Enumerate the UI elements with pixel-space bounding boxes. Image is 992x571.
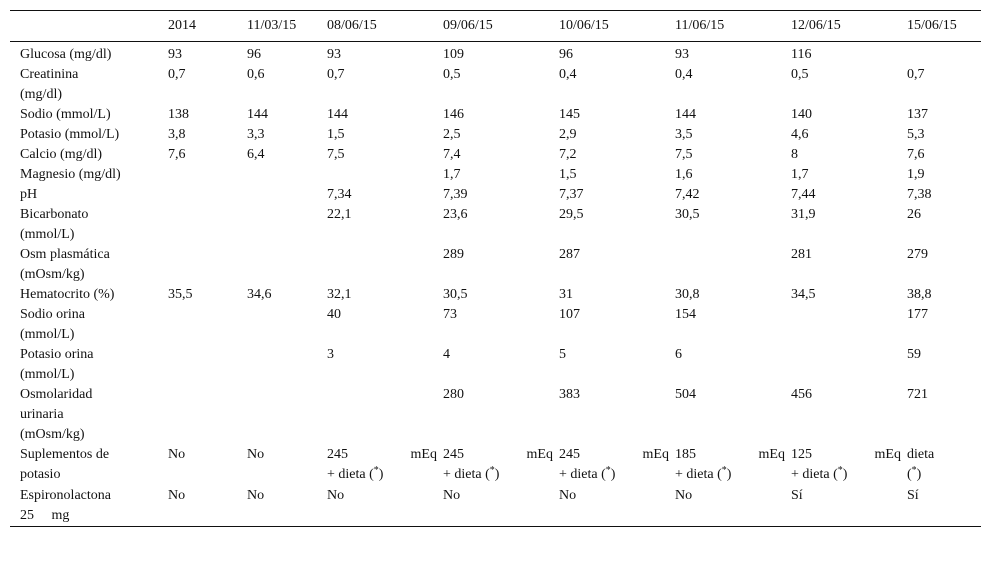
table-cell: 1,5 xyxy=(327,127,345,142)
table-cell: No xyxy=(443,488,461,503)
table-cell: 504 xyxy=(675,387,696,402)
table-cell: 32,1 xyxy=(327,287,352,302)
table-row xyxy=(10,105,981,125)
table-cell: 0,5 xyxy=(791,67,809,82)
header-cell: 09/06/15 xyxy=(443,18,493,33)
table-cell: No xyxy=(247,447,265,462)
table-cell xyxy=(247,345,327,385)
row-label: Osm plasmática (mOsm/kg) xyxy=(20,247,110,282)
table-row xyxy=(10,345,981,385)
table-cell xyxy=(247,205,327,245)
table-cell: 96 xyxy=(559,47,573,62)
table-cell: 1,5 xyxy=(559,167,577,182)
table-cell: 31,9 xyxy=(791,207,816,222)
header-cell: 12/06/15 xyxy=(791,18,841,33)
row-label: Sodio (mmol/L) xyxy=(20,107,111,122)
table-cell: 0,4 xyxy=(675,67,693,82)
table-cell: 6,4 xyxy=(247,147,265,162)
table-cell: No xyxy=(168,488,186,503)
row-label: Suplementos de potasio xyxy=(20,447,110,482)
row-label: Potasio orina (mmol/L) xyxy=(20,347,94,382)
table-cell: 154 xyxy=(675,307,696,322)
table-cell: 3,5 xyxy=(675,127,693,142)
table-cell xyxy=(791,305,907,345)
table-cell: 144 xyxy=(247,107,268,122)
table-cell: 0,7 xyxy=(907,67,925,82)
table-cell: 3 xyxy=(327,347,334,362)
table-cell: 22,1 xyxy=(327,207,352,222)
table-cell: Sí xyxy=(791,488,803,503)
table-cell: 287 xyxy=(559,247,580,262)
table-cell: 185 mEq + dieta (*) xyxy=(675,447,785,482)
header-row xyxy=(10,11,981,42)
row-label: Potasio (mmol/L) xyxy=(20,127,120,142)
table-cell: 40 xyxy=(327,307,341,322)
table-cell xyxy=(247,185,327,205)
table-cell: 7,37 xyxy=(559,187,584,202)
table-cell: No xyxy=(247,488,265,503)
header-cell: 2014 xyxy=(168,18,196,33)
table-cell xyxy=(907,42,981,66)
lab-results-table xyxy=(10,10,981,527)
table-row xyxy=(10,305,981,345)
table-cell: 7,5 xyxy=(675,147,693,162)
table-cell: 138 xyxy=(168,107,189,122)
table-cell xyxy=(327,165,443,185)
table-cell xyxy=(168,185,247,205)
table-cell: 59 xyxy=(907,347,921,362)
table-cell: 30,8 xyxy=(675,287,700,302)
table-cell: 109 xyxy=(443,47,464,62)
table-cell: 26 xyxy=(907,207,921,222)
table-cell: 146 xyxy=(443,107,464,122)
row-label: Glucosa (mg/dl) xyxy=(20,47,112,62)
table-cell xyxy=(168,245,247,285)
table-cell: 107 xyxy=(559,307,580,322)
table-cell: 7,5 xyxy=(327,147,345,162)
table-cell: 38,8 xyxy=(907,287,932,302)
table-cell xyxy=(168,165,247,185)
table-cell xyxy=(247,165,327,185)
lab-results-table-container xyxy=(10,10,981,527)
table-cell: No xyxy=(675,488,693,503)
table-cell: 3,3 xyxy=(247,127,265,142)
table-cell xyxy=(247,385,327,445)
table-cell: 7,34 xyxy=(327,187,352,202)
table-cell: 93 xyxy=(327,47,341,62)
table-cell: 721 xyxy=(907,387,928,402)
table-cell: 34,6 xyxy=(247,287,272,302)
header-cell: 15/06/15 xyxy=(907,18,957,33)
table-header xyxy=(10,11,981,42)
table-cell: 7,42 xyxy=(675,187,700,202)
table-cell xyxy=(327,385,443,445)
table-cell: Sí xyxy=(907,488,919,503)
row-label: Creatinina (mg/dl) xyxy=(20,67,79,102)
table-row xyxy=(10,165,981,185)
header-cell: 11/03/15 xyxy=(247,18,297,33)
table-cell: 281 xyxy=(791,247,812,262)
table-cell: 279 xyxy=(907,247,928,262)
table-cell: 0,7 xyxy=(168,67,186,82)
table-row xyxy=(10,205,981,245)
table-cell xyxy=(168,305,247,345)
table-cell xyxy=(327,245,443,285)
table-cell: 73 xyxy=(443,307,457,322)
row-label: Calcio (mg/dl) xyxy=(20,147,103,162)
table-row xyxy=(10,445,981,486)
table-cell: 0,6 xyxy=(247,67,265,82)
table-cell: 2,5 xyxy=(443,127,461,142)
header-cell: 11/06/15 xyxy=(675,18,725,33)
table-cell xyxy=(168,205,247,245)
table-cell: 34,5 xyxy=(791,287,816,302)
table-cell: 31 xyxy=(559,287,573,302)
table-cell: 245 mEq + dieta (*) xyxy=(443,447,553,482)
table-cell: 456 xyxy=(791,387,812,402)
table-cell: 144 xyxy=(675,107,696,122)
table-cell xyxy=(168,385,247,445)
table-cell: 1,7 xyxy=(443,167,461,182)
table-row xyxy=(10,486,981,527)
table-cell xyxy=(247,245,327,285)
header-cell: 08/06/15 xyxy=(327,18,377,33)
table-cell: 1,6 xyxy=(675,167,693,182)
table-row xyxy=(10,125,981,145)
table-cell: 7,4 xyxy=(443,147,461,162)
table-cell: 0,7 xyxy=(327,67,345,82)
table-body xyxy=(10,42,981,527)
table-cell: 116 xyxy=(791,47,812,62)
table-cell: 177 xyxy=(907,307,928,322)
row-label: Osmolaridad urinaria (mOsm/kg) xyxy=(20,387,93,442)
table-cell: 144 xyxy=(327,107,348,122)
table-cell: 30,5 xyxy=(443,287,468,302)
table-cell: 7,38 xyxy=(907,187,932,202)
row-label: Espironolactona 25 mg xyxy=(20,488,111,523)
table-cell: 145 xyxy=(559,107,580,122)
table-cell: 245 mEq + dieta (*) xyxy=(327,447,437,482)
table-cell: 7,44 xyxy=(791,187,816,202)
table-cell: 7,39 xyxy=(443,187,468,202)
table-cell: 280 xyxy=(443,387,464,402)
table-cell: 5 xyxy=(559,347,566,362)
table-row xyxy=(10,385,981,445)
row-label: Hematocrito (%) xyxy=(20,287,115,302)
table-cell: 8 xyxy=(791,147,798,162)
table-cell: 0,5 xyxy=(443,67,461,82)
table-cell: 3,8 xyxy=(168,127,186,142)
table-cell: 383 xyxy=(559,387,580,402)
row-label: Bicarbonato (mmol/L) xyxy=(20,207,89,242)
table-cell: dieta (*) xyxy=(907,447,935,482)
table-cell: 289 xyxy=(443,247,464,262)
table-cell: 7,6 xyxy=(907,147,925,162)
table-row xyxy=(10,145,981,165)
table-cell: 93 xyxy=(675,47,689,62)
row-label: pH xyxy=(20,187,38,202)
table-cell: No xyxy=(168,447,186,462)
table-cell: 6 xyxy=(675,347,682,362)
table-row xyxy=(10,185,981,205)
table-cell: 96 xyxy=(247,47,261,62)
table-row xyxy=(10,42,981,66)
table-cell: 140 xyxy=(791,107,812,122)
table-cell: No xyxy=(559,488,577,503)
table-cell: 2,9 xyxy=(559,127,577,142)
table-cell: 93 xyxy=(168,47,182,62)
table-cell: 245 mEq + dieta (*) xyxy=(559,447,669,482)
table-row xyxy=(10,245,981,285)
table-cell: 5,3 xyxy=(907,127,925,142)
table-row xyxy=(10,65,981,105)
table-cell: 30,5 xyxy=(675,207,700,222)
table-cell: No xyxy=(327,488,345,503)
row-label: Magnesio (mg/dl) xyxy=(20,167,121,182)
table-cell: 125 mEq + dieta (*) xyxy=(791,447,901,482)
table-cell: 4 xyxy=(443,347,450,362)
table-cell: 7,6 xyxy=(168,147,186,162)
header-cell xyxy=(10,11,168,42)
table-cell: 137 xyxy=(907,107,928,122)
table-cell: 4,6 xyxy=(791,127,809,142)
table-cell: 1,7 xyxy=(791,167,809,182)
table-row xyxy=(10,285,981,305)
table-cell: 23,6 xyxy=(443,207,468,222)
table-cell: 29,5 xyxy=(559,207,584,222)
table-cell xyxy=(791,345,907,385)
table-cell: 1,9 xyxy=(907,167,925,182)
table-cell xyxy=(675,245,791,285)
table-cell: 0,4 xyxy=(559,67,577,82)
table-cell xyxy=(247,305,327,345)
table-cell xyxy=(168,345,247,385)
row-label: Sodio orina (mmol/L) xyxy=(20,307,85,342)
header-cell: 10/06/15 xyxy=(559,18,609,33)
table-cell: 7,2 xyxy=(559,147,577,162)
table-cell: 35,5 xyxy=(168,287,193,302)
